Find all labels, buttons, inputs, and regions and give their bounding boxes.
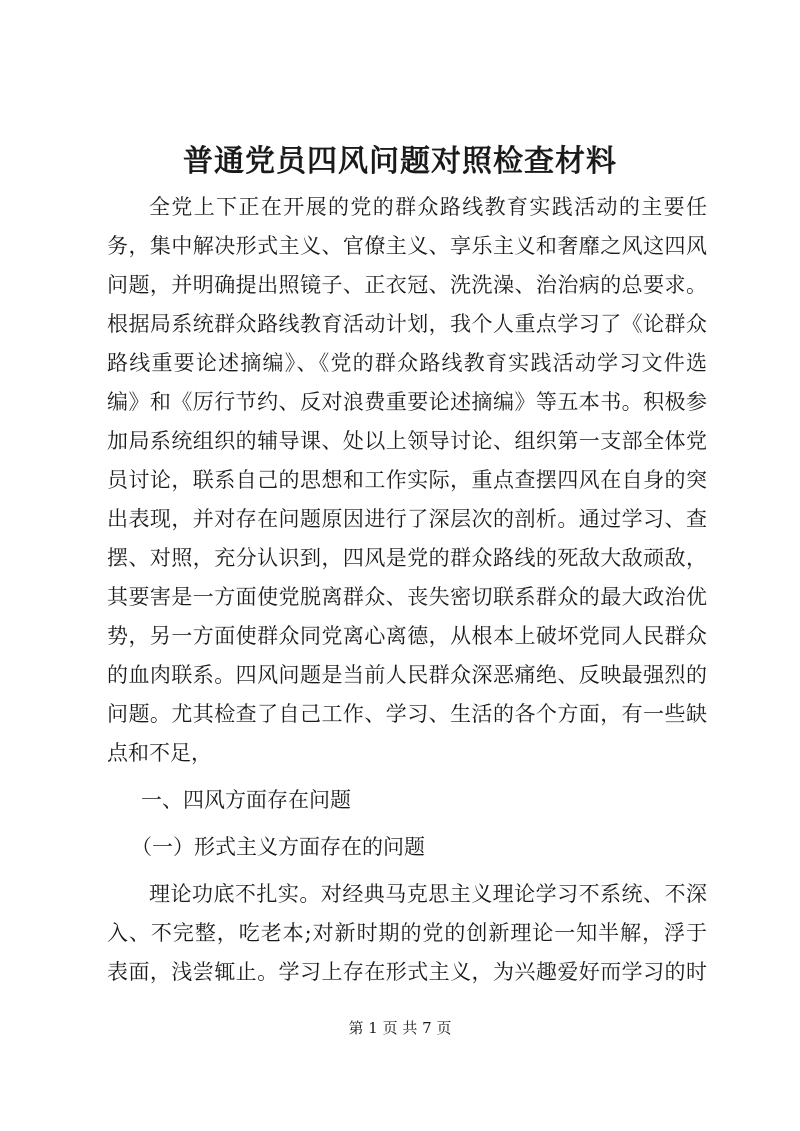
paragraph-line: 加局系统组织的辅导课、处以上领导讨论、组织第一支部全体党	[107, 429, 707, 453]
paragraph-line: 其要害是一方面使党脱离群众、丧失密切联系群众的最大政治优	[107, 585, 707, 609]
paragraph-line: 路线重要论述摘编》、《党的群众路线教育实践活动学习文件选	[107, 351, 707, 375]
paragraph-line: 问题。尤其检查了自己工作、学习、生活的各个方面，有一些缺	[107, 702, 707, 726]
paragraph-line: 点和不足，	[107, 741, 212, 765]
document-body	[107, 188, 707, 992]
paragraph-line: 入、不完整，吃老本;对新时期的党的创新理论一知半解，浮于	[107, 921, 707, 945]
paragraph-line: 摆、对照，充分认识到，四风是党的群众路线的死敌大敌顽敌，	[107, 546, 707, 570]
paragraph-line: 问题，并明确提出照镜子、正衣冠、洗洗澡、治治病的总要求。	[107, 273, 707, 297]
section-heading: 一、四风方面存在问题	[141, 788, 351, 812]
page-number-footer: 第 1 页 共 7 页	[348, 1019, 452, 1037]
paragraph-line: 理论功底不扎实。对经典马克思主义理论学习不系统、不深	[149, 882, 707, 906]
document-title: 普通党员四风问题对照检查材料	[183, 144, 617, 179]
paragraph-line: 编》和《厉行节约、反对浪费重要论述摘编》等五本书。积极参	[107, 390, 707, 414]
paragraph-line: 表面，浅尝辄止。学习上存在形式主义，为兴趣爱好而学习的时	[107, 960, 707, 984]
paragraph-line: 势，另一方面使群众同党离心离德，从根本上破坏党同人民群众	[107, 624, 707, 648]
paragraph-line: 员讨论，联系自己的思想和工作实际，重点查摆四风在自身的突	[107, 468, 707, 492]
paragraph-spacer	[107, 820, 707, 828]
paragraph-line: 务，集中解决形式主义、官僚主义、享乐主义和奢靡之风这四风	[107, 234, 707, 258]
subsection-heading: （一）形式主义方面存在的问题	[131, 835, 425, 859]
paragraph-line: 的血肉联系。四风问题是当前人民群众深恶痛绝、反映最强烈的	[107, 663, 707, 687]
paragraph-line: 出表现，并对存在问题原因进行了深层次的剖析。通过学习、查	[107, 507, 707, 531]
paragraph-spacer	[107, 773, 707, 781]
paragraph-line: 根据局系统群众路线教育活动计划，我个人重点学习了《论群众	[107, 312, 707, 336]
paragraph-line: 全党上下正在开展的党的群众路线教育实践活动的主要任	[149, 195, 707, 219]
paragraph-spacer	[107, 867, 707, 875]
